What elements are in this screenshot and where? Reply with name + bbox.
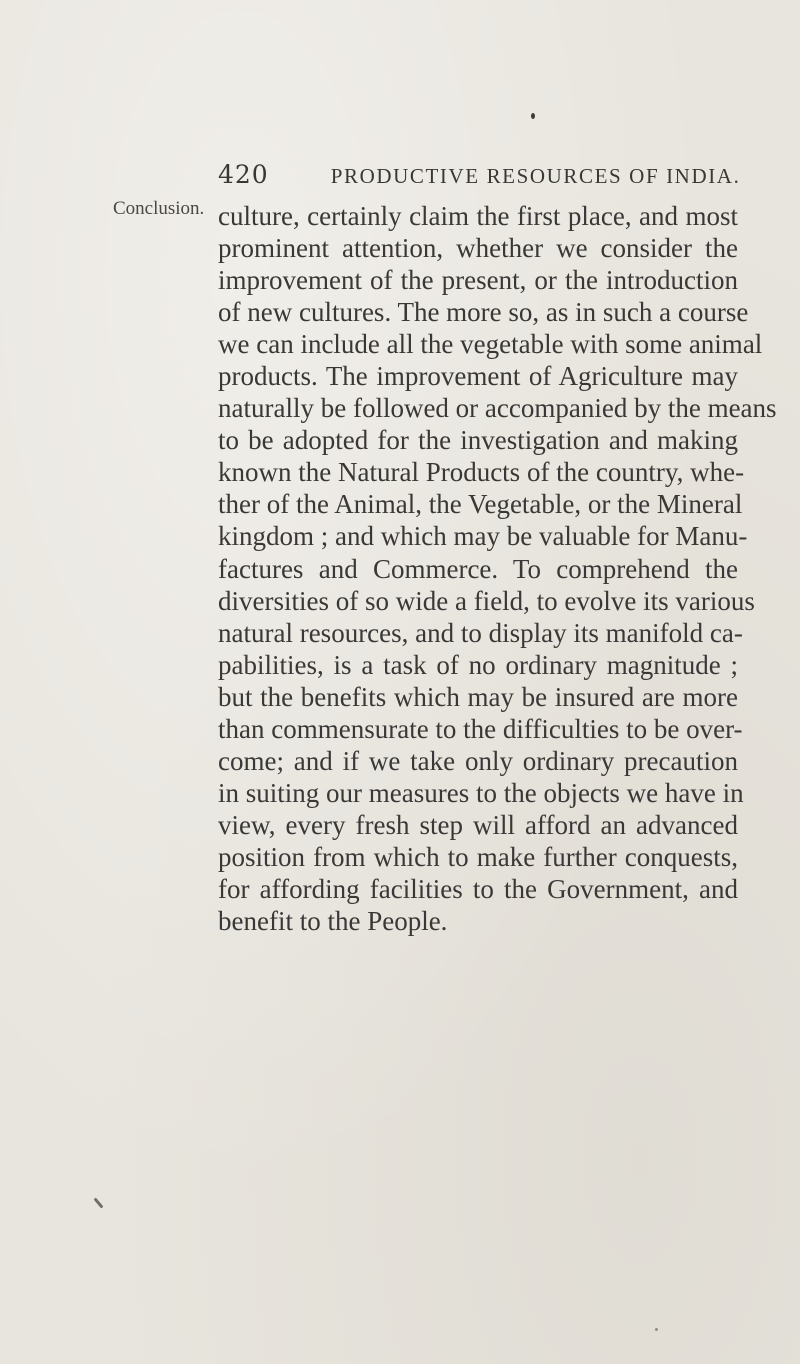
text-line: diversities of so wide a field, to evolve its various bbox=[218, 585, 755, 616]
text-line: culture, certainly claim the first place, and most bbox=[218, 201, 738, 231]
text-line: to be adopted for the investigation and making bbox=[218, 425, 738, 456]
margin-note: Conclusion. bbox=[113, 198, 205, 219]
text-line: we can include all the vegetable with some animal bbox=[218, 329, 763, 360]
paper-speck bbox=[93, 1197, 103, 1208]
text-line: view, every fresh step will afford an advanced bbox=[218, 809, 738, 840]
text-line: benefit to the People. bbox=[218, 906, 448, 937]
text-line: come; and if we take only ordinary precaution bbox=[218, 745, 738, 776]
text-line: but the benefits which may be insured are more bbox=[218, 681, 738, 712]
text-line: of new cultures. The more so, as in such a course bbox=[218, 297, 749, 328]
page-header bbox=[218, 160, 740, 194]
text-line: ther of the Animal, the Vegetable, or the Mineral bbox=[218, 489, 743, 520]
text-line: in suiting our measures to the objects we have in bbox=[218, 777, 744, 808]
text-line: kingdom ; and which may be valuable for Manu- bbox=[218, 521, 748, 552]
paper-speck bbox=[531, 113, 535, 119]
page-number: 420 bbox=[218, 160, 269, 189]
text-line: than commensurate to the difficulties to be over- bbox=[218, 713, 743, 744]
paper-speck bbox=[655, 1328, 658, 1331]
text-line: pabilities, is a task of no ordinary magnitude ; bbox=[218, 649, 738, 680]
text-line: natural resources, and to display its manifold ca- bbox=[218, 617, 743, 648]
text-line: for affording facilities to the Government, and bbox=[218, 873, 738, 904]
text-line: naturally be followed or accompanied by the means bbox=[218, 393, 777, 424]
body-paragraph bbox=[218, 200, 777, 937]
text-line: products. The improvement of Agriculture may bbox=[218, 361, 738, 392]
running-head: PRODUCTIVE RESOURCES OF INDIA. bbox=[330, 164, 741, 188]
text-line: factures and Commerce. To comprehend the bbox=[218, 553, 738, 584]
text-line: improvement of the present, or the introduction bbox=[218, 265, 738, 296]
text-line: position from which to make further conquests, bbox=[218, 841, 738, 872]
text-line: known the Natural Products of the country, whe- bbox=[218, 457, 745, 488]
text-line: prominent attention, whether we consider the bbox=[218, 233, 738, 264]
